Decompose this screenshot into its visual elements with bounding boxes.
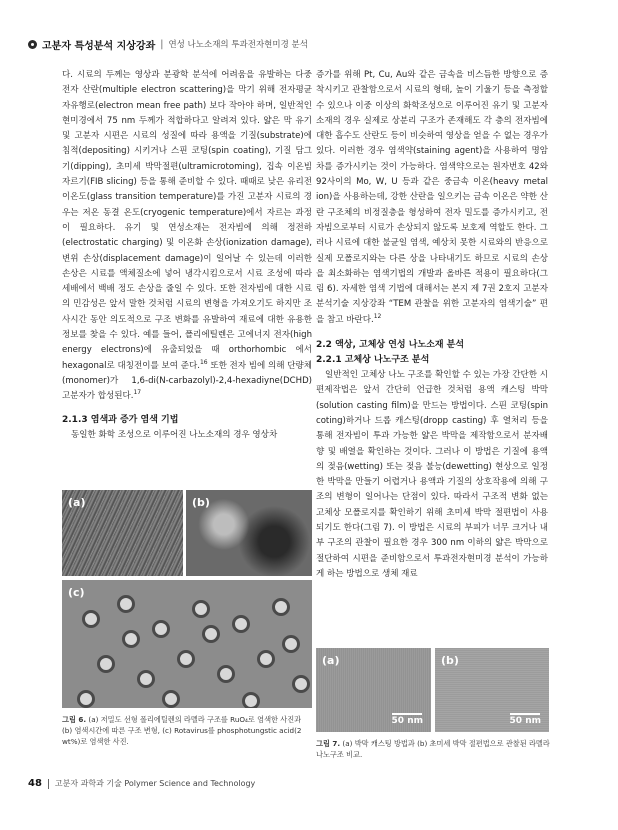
page-number: 48	[28, 778, 42, 789]
left-paragraph-1	[62, 68, 312, 405]
figure7-caption-title: 그림 7.	[316, 739, 341, 748]
reference-17: 17	[133, 389, 142, 397]
right-paragraph-2: 일반적인 고체상 나노 구조를 확인할 수 있는 가장 간단한 시편제작법은 앞서 간단히 언급한 것처럼 용액 캐스팅 박막(solution casting film)을 만드는 방법이다. 스핀 코팅(spin coting)하거나 드롭 캐스팅(dropp casting) 후 열처리 등을 통해 전자빔이 투과 가능한 얇은 박막을 제작함으로서 분자배향 및 배열을 확인하는 것이다. 그러나 이 방법은 기질에 용액의 젖음(wetting) 또는 젖음 불능(dewetting) 현상으로 일정한 박막을 만들기 어렵거나 용액과 기질의 상호작용에 의해 구조의 변형이 일어나는 단점이 있다. 따라서 구조적 변화 없는 고체상 모폴로지를 확인하기 위해 초미세 박막 절편법이 사용되기도 한다(그림 7). 이 방법은 시료의 부피가 너무 크거나 내부 구조의 관찰이 필요한 경우 300 nm 이하의 얇은 박막으로 절단하여 시편을 준비함으로서 투과전자현미경 분석이 가능하게 하는 방법으로 생체 재료	[316, 370, 548, 579]
page-footer	[28, 778, 588, 789]
right-paragraph-1-text: 증가를 위해 Pt, Cu, Au와 같은 금속을 비스듬한 방향으로 증착시키고 관찰함으로서 시료의 형태, 높이 기울기 등을 측정할 수 있으나 이중 이상의 화학조성으로 이루어진 유기 및 고분자 소재의 경우 실제로 상분리 구조가 존재해도 각 층의 전자빔에 대한 흡수도 산란도 등이 비슷하여 영상을 얻을 수 없는 경우가 있다. 이러한 경우 염색약(staining agent)을 사용하여 명암차를 증가시키는 것이 가능하다. 염색약으로는 원자번호 42와 92사이의 Mo, W, U 등과 같은 중금속 이온(heavy metal ion)을 사용하는데, 강한 산란을 일으키는 금속 이온은 약한 산란 구조체의 비정질층을 형성하여 전자 밀도를 증가시키고, 전자빔으로부터 시료가 손상되지 않도록 보호제 역할도 한다. 그러나 시료에 대한 불균일 염색, 예상치 못한 시료와의 반응으로 실제 모폴로지와는 다른 상을 나타내기도 하므로 시료의 손상을 최소화하는 염색기법의 개발과 올바른 적용이 필요하다(그림 6). 자세한 염색 기법에 대해서는 본지 제 7권 2호지 고분자 분석기술 지상강좌 “TEM 관찰을 위한 고분자의 염색기술” 편을 참고 바란다.	[316, 70, 548, 325]
left-paragraph-2: 동일한 화학 조성으로 이루어진 나노소재의 경우 영상차	[71, 429, 278, 440]
figure7-image-a	[316, 648, 431, 732]
bullet-icon	[28, 40, 37, 49]
figure6-label-b: (b)	[192, 496, 210, 509]
virus-particle	[82, 610, 100, 628]
scale-bar-a-label: 50 nm	[391, 716, 423, 726]
figure7-caption	[316, 738, 550, 760]
virus-particle	[282, 635, 300, 653]
figure7-caption-text: (a) 박막 캐스팅 방법과 (b) 초미세 박막 절편법으로 관찰된 라멜라 나노구조 비교.	[316, 739, 550, 759]
virus-particle	[292, 675, 310, 693]
virus-particle	[152, 620, 170, 638]
virus-particle	[117, 595, 135, 613]
reference-16: 16	[199, 358, 208, 366]
virus-particle	[232, 615, 250, 633]
heading-2-1-3: 2.1.3 염색과 증가 염색 기법	[62, 414, 179, 425]
header-separator: |	[160, 38, 164, 50]
heading-2-2: 2.2 액상, 고체상 연성 나노소재 분석	[316, 340, 465, 351]
figure6-image-a	[62, 490, 183, 576]
virus-particle	[272, 598, 290, 616]
scale-bar-a	[392, 713, 423, 726]
left-column	[62, 68, 312, 443]
virus-particle	[242, 692, 260, 708]
virus-particle	[217, 665, 235, 683]
figure6-caption-text: (a) 저밀도 선형 폴리에틸렌의 라멜라 구조를 RuO₄로 염색한 사진과 (b) 염색시간에 따른 구조 변형, (c) Rotavirus를 phosphotungstic acid(2 wt%)로 염색한 사진.	[62, 715, 302, 746]
virus-particle	[177, 650, 195, 668]
figure6-label-c: (c)	[68, 586, 85, 599]
left-paragraph-1-text: 다. 시료의 두께는 영상과 분광학 분석에 어려움을 유발하는 다중 전자 산란(multiple electron scattering)을 막기 위해 전자평균 자유행로(electron mean free path) 보다 작아야 하며, 일반적인 현미경에서 75 nm 두께가 적합하다고 알려져 있다. 얇은 막 유기 및 고분자 시편은 시료의 성질에 따라 용액을 기질(substrate)에 침적(depositing) 시키거나 스핀 코팅(spin coating), 기질 담그기(dipping), 초미세 박막절편(ultramicrotoming), 집속 이온빔 자르기(FIB slicing) 등을 통해 준비할 수 있다. 때때로 낮은 유리전이온도(glass transition temperature)를 가진 고분자 시료의 경우는 저온 동결 온도(cryogenic temperature)에서 자르는 과정이 필요하다. 유기 및 연성소재는 전자빔에 의해 정전하(electrostatic charging) 및 이온화 손상(ionization damage), 변위 손상(displacement damage)이 일어날 수 있는데 이러한 손상은 시료를 액체질소에 넣어 냉각시킴으로서 시료 조성에 따라 세배에서 백배 정도 손상을 줄일 수 있다. 또한 전자빔에 대한 시료의 민감성은 앞서 말한 것처럼 시료의 변형을 가져오기도 하지만 조사시간 동안 의도적으로 구조 변화를 유발하여 재료에 대한 유용한 정보를 찾을 수 있다. 예를 들어, 폴리에틸렌은 고에너지 전자(high energy electrons)에 유출되었을 때 orthorhombic 에서 hexagonal로 대칭전이를 보여 준다.	[62, 70, 312, 371]
figure6-caption	[62, 714, 312, 747]
heading-2-2-1: 2.2.1 고체상 나노구조 분석	[316, 355, 430, 366]
virus-particle	[162, 690, 180, 708]
header-subtitle: 연성 나노소재의 투과전자현미경 분석	[168, 40, 308, 50]
header-section-title: 고분자 특성분석 지상강좌	[42, 40, 156, 52]
running-header	[28, 36, 588, 52]
virus-particle	[97, 655, 115, 673]
virus-particle	[257, 650, 275, 668]
figure6-label-a: (a)	[68, 496, 86, 509]
reference-12: 12	[373, 312, 382, 320]
virus-particle	[122, 630, 140, 648]
virus-particle	[77, 690, 95, 708]
scale-bar-b-label: 50 nm	[509, 716, 541, 726]
figure6-image-c	[62, 580, 312, 708]
journal-name: 고분자 과학과 기술 Polymer Science and Technology	[54, 779, 256, 788]
right-column	[316, 68, 548, 582]
figure7-label-a: (a)	[322, 654, 340, 667]
scale-bar-b	[510, 713, 541, 726]
figure6-image-b	[186, 490, 312, 576]
footer-separator	[48, 779, 49, 789]
right-paragraph-1	[316, 68, 548, 328]
figure7-image-b	[435, 648, 549, 732]
virus-particle	[137, 670, 155, 688]
virus-particle	[202, 625, 220, 643]
figure7-label-b: (b)	[441, 654, 459, 667]
virus-particle	[192, 600, 210, 618]
figure6-caption-title: 그림 6.	[62, 715, 87, 724]
left-paragraph-1-tail: 또한 전자 빔에 의해 단량체(monomer)가 1,6-di(N-carbazolyl)-2,4-hexadiyne(DCHD) 고분자가 합성된다.	[62, 360, 313, 402]
